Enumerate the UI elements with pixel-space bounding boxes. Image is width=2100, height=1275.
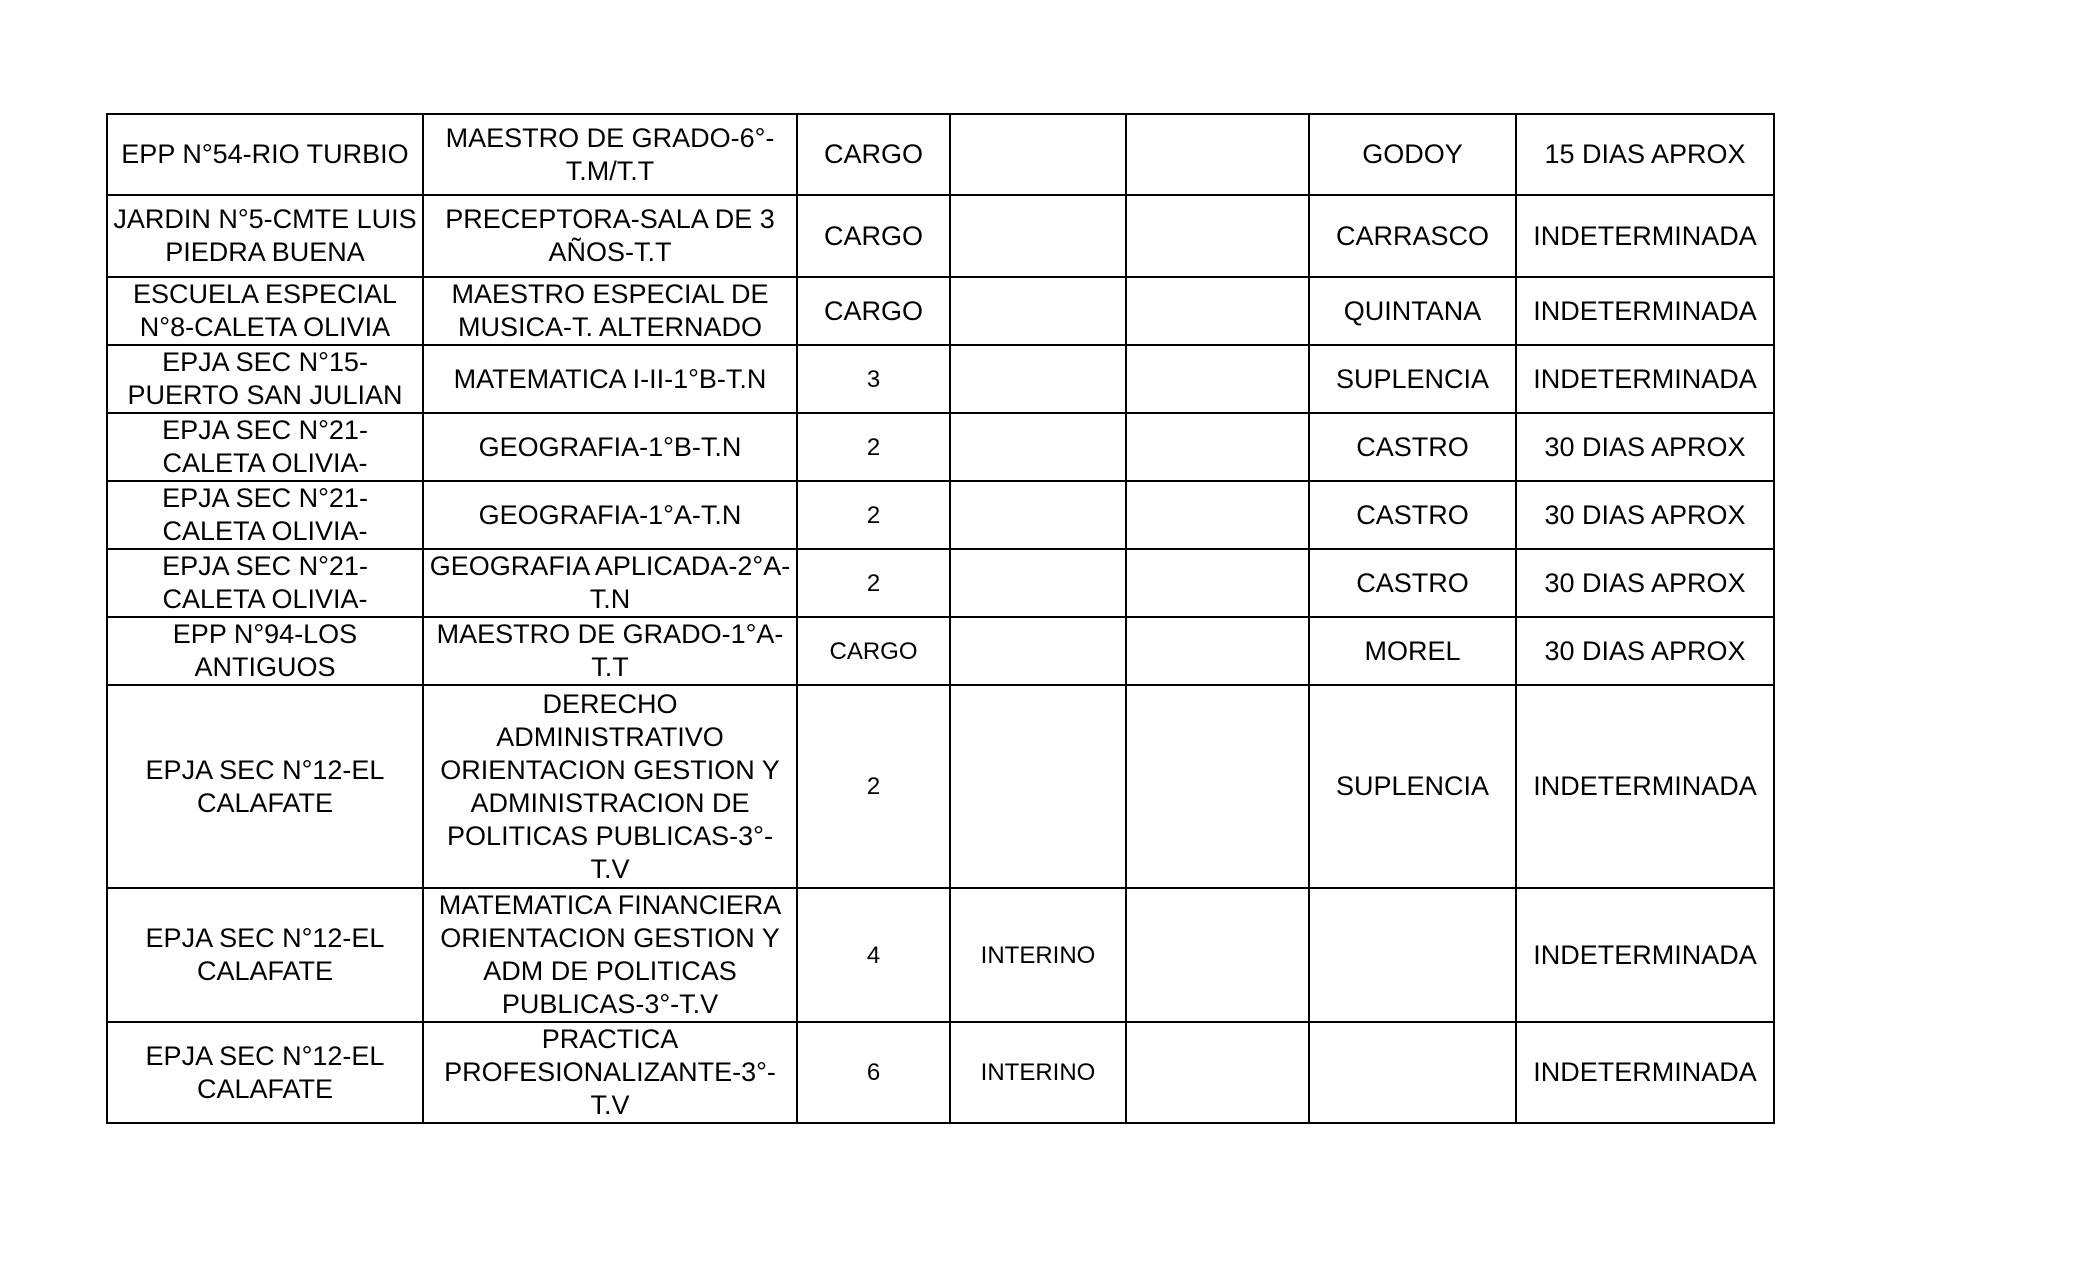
status-cell — [950, 277, 1126, 345]
hours-cell: 6 — [797, 1022, 950, 1123]
duration-cell: INDETERMINADA — [1516, 888, 1774, 1022]
duration-cell: 30 DIAS APROX — [1516, 413, 1774, 481]
empty-cell — [1126, 345, 1309, 413]
position-cell: GEOGRAFIA-1°B-T.N — [423, 413, 797, 481]
empty-cell — [1126, 888, 1309, 1022]
school-cell: EPJA SEC N°15- PUERTO SAN JULIAN — [107, 345, 423, 413]
status-cell — [950, 345, 1126, 413]
school-cell: EPJA SEC N°21- CALETA OLIVIA- — [107, 481, 423, 549]
empty-cell — [1126, 617, 1309, 685]
duration-cell: INDETERMINADA — [1516, 345, 1774, 413]
position-cell: DERECHO ADMINISTRATIVO ORIENTACION GESTION Y ADMINISTRACION DE POLITICAS PUBLICAS-3°- T.V — [423, 685, 797, 888]
replaces-cell — [1309, 888, 1516, 1022]
hours-cell: 2 — [797, 413, 950, 481]
position-cell: PRECEPTORA-SALA DE 3 AÑOS-T.T — [423, 195, 797, 277]
empty-cell — [1126, 413, 1309, 481]
vacancy-table — [106, 113, 1775, 1124]
empty-cell — [1126, 481, 1309, 549]
status-cell: INTERINO — [950, 888, 1126, 1022]
school-cell: ESCUELA ESPECIAL N°8-CALETA OLIVIA — [107, 277, 423, 345]
duration-cell: INDETERMINADA — [1516, 1022, 1774, 1123]
status-cell — [950, 195, 1126, 277]
table-row — [107, 345, 1774, 413]
status-cell — [950, 413, 1126, 481]
replaces-cell: SUPLENCIA — [1309, 685, 1516, 888]
duration-cell: INDETERMINADA — [1516, 195, 1774, 277]
table-row — [107, 195, 1774, 277]
position-cell: GEOGRAFIA APLICADA-2°A- T.N — [423, 549, 797, 617]
status-cell: INTERINO — [950, 1022, 1126, 1123]
school-cell: EPJA SEC N°12-EL CALAFATE — [107, 1022, 423, 1123]
replaces-cell: CARRASCO — [1309, 195, 1516, 277]
hours-cell: CARGO — [797, 114, 950, 195]
status-cell — [950, 685, 1126, 888]
status-cell — [950, 114, 1126, 195]
hours-cell: CARGO — [797, 617, 950, 685]
position-cell: GEOGRAFIA-1°A-T.N — [423, 481, 797, 549]
table-row — [107, 114, 1774, 195]
replaces-cell: CASTRO — [1309, 549, 1516, 617]
replaces-cell: CASTRO — [1309, 481, 1516, 549]
school-cell: EPJA SEC N°21- CALETA OLIVIA- — [107, 549, 423, 617]
school-cell: EPJA SEC N°12-EL CALAFATE — [107, 685, 423, 888]
table-row — [107, 888, 1774, 1022]
hours-cell: 4 — [797, 888, 950, 1022]
table-row — [107, 277, 1774, 345]
status-cell — [950, 617, 1126, 685]
hours-cell: 2 — [797, 685, 950, 888]
hours-cell: 2 — [797, 481, 950, 549]
hours-cell: CARGO — [797, 195, 950, 277]
table-row — [107, 617, 1774, 685]
hours-cell: CARGO — [797, 277, 950, 345]
duration-cell: INDETERMINADA — [1516, 277, 1774, 345]
school-cell: EPP N°94-LOS ANTIGUOS — [107, 617, 423, 685]
empty-cell — [1126, 685, 1309, 888]
duration-cell: 30 DIAS APROX — [1516, 617, 1774, 685]
table-row — [107, 549, 1774, 617]
school-cell: EPJA SEC N°21- CALETA OLIVIA- — [107, 413, 423, 481]
table-row — [107, 413, 1774, 481]
school-cell: EPP N°54-RIO TURBIO — [107, 114, 423, 195]
empty-cell — [1126, 277, 1309, 345]
duration-cell: 30 DIAS APROX — [1516, 481, 1774, 549]
position-cell: MATEMATICA I-II-1°B-T.N — [423, 345, 797, 413]
empty-cell — [1126, 1022, 1309, 1123]
table-row — [107, 481, 1774, 549]
hours-cell: 3 — [797, 345, 950, 413]
status-cell — [950, 549, 1126, 617]
position-cell: PRACTICA PROFESIONALIZANTE-3°- T.V — [423, 1022, 797, 1123]
replaces-cell — [1309, 1022, 1516, 1123]
replaces-cell: MOREL — [1309, 617, 1516, 685]
position-cell: MAESTRO DE GRADO-6°- T.M/T.T — [423, 114, 797, 195]
duration-cell: 15 DIAS APROX — [1516, 114, 1774, 195]
duration-cell: 30 DIAS APROX — [1516, 549, 1774, 617]
position-cell: MAESTRO DE GRADO-1°A- T.T — [423, 617, 797, 685]
school-cell: JARDIN N°5-CMTE LUIS PIEDRA BUENA — [107, 195, 423, 277]
hours-cell: 2 — [797, 549, 950, 617]
replaces-cell: SUPLENCIA — [1309, 345, 1516, 413]
duration-cell: INDETERMINADA — [1516, 685, 1774, 888]
table-row — [107, 685, 1774, 888]
table-row — [107, 1022, 1774, 1123]
replaces-cell: QUINTANA — [1309, 277, 1516, 345]
school-cell: EPJA SEC N°12-EL CALAFATE — [107, 888, 423, 1022]
empty-cell — [1126, 549, 1309, 617]
empty-cell — [1126, 195, 1309, 277]
position-cell: MAESTRO ESPECIAL DE MUSICA-T. ALTERNADO — [423, 277, 797, 345]
replaces-cell: GODOY — [1309, 114, 1516, 195]
status-cell — [950, 481, 1126, 549]
empty-cell — [1126, 114, 1309, 195]
replaces-cell: CASTRO — [1309, 413, 1516, 481]
position-cell: MATEMATICA FINANCIERA ORIENTACION GESTION Y ADM DE POLITICAS PUBLICAS-3°-T.V — [423, 888, 797, 1022]
